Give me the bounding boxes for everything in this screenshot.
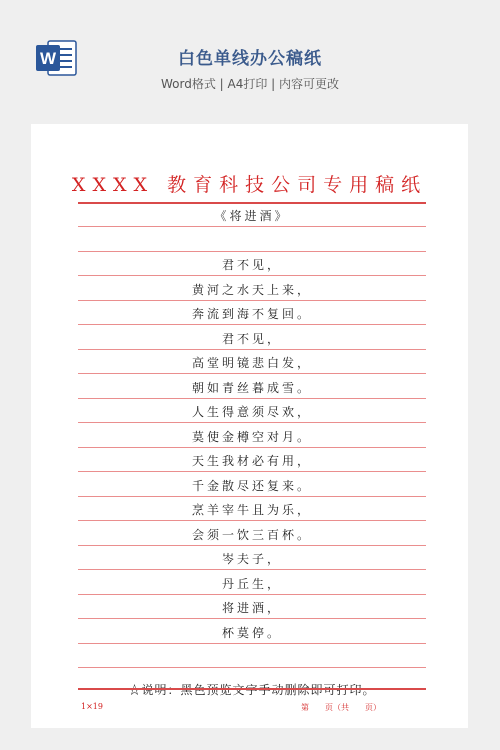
bottom-rule: [78, 688, 426, 690]
ruled-line: [78, 251, 426, 252]
ruled-line: [78, 275, 426, 276]
ruled-line: [78, 618, 426, 619]
poem-line: 千金散尽还复来。: [191, 478, 312, 493]
poem-line: 丹丘生，: [221, 576, 282, 591]
poem-line: 君不见，: [221, 258, 282, 272]
poem-line: 天生我材必有用，: [191, 454, 312, 468]
poem-line: 莫使金樽空对月。: [191, 429, 312, 444]
ruled-line: [78, 594, 426, 595]
doc-title: XXXX 教育科技公司专用稿纸: [71, 174, 428, 196]
ruled-line: [78, 226, 426, 227]
ruled-line: [78, 422, 426, 423]
poem-line: 朝如青丝暮成雪。: [191, 380, 312, 395]
page-header: [0, 0, 500, 118]
ruled-line: [78, 300, 426, 301]
ruled-line: [78, 373, 426, 374]
ruled-line: [78, 569, 426, 570]
poem-line: 将进酒，: [221, 601, 282, 615]
ruled-line: [78, 324, 426, 325]
poem-line: 会须一饮三百杯。: [191, 527, 312, 542]
poem-line: 岑夫子，: [221, 552, 282, 566]
page-title: 白色单线办公稿纸: [178, 49, 322, 69]
title-underline: [78, 202, 426, 204]
poem-line: [78, 234, 426, 248]
poem-line: 人生得意须尽欢，: [191, 405, 312, 419]
poem-line: 奔流到海不复回。: [191, 307, 312, 321]
ruled-line: [78, 471, 426, 472]
poem-line: 黄河之水天上来，: [191, 282, 312, 297]
page-number-label: 第 页（共 页）: [301, 703, 381, 712]
ruled-line: [78, 447, 426, 448]
ruled-line: [78, 667, 426, 668]
poem-line: 《将进酒》: [214, 209, 290, 223]
poem-line: [78, 650, 426, 664]
poem-line: 高堂明镜悲白发，: [191, 356, 312, 370]
ruled-line: [78, 520, 426, 521]
poem-line: 烹羊宰牛且为乐，: [191, 503, 312, 517]
paper-sheet: [31, 124, 468, 728]
page-subtitle: Word格式 | A4打印 | 内容可更改: [160, 77, 340, 91]
poem-line: 杯莫停。: [221, 625, 282, 640]
ruled-line: [78, 643, 426, 644]
page-grid-label: 1×19: [81, 702, 103, 711]
ruled-line: [78, 398, 426, 399]
svg-text:W: W: [39, 49, 57, 68]
ruled-line: [78, 496, 426, 497]
poem-line: 君不见，: [221, 331, 282, 346]
ruled-line: [78, 545, 426, 546]
ruled-line: [78, 349, 426, 350]
